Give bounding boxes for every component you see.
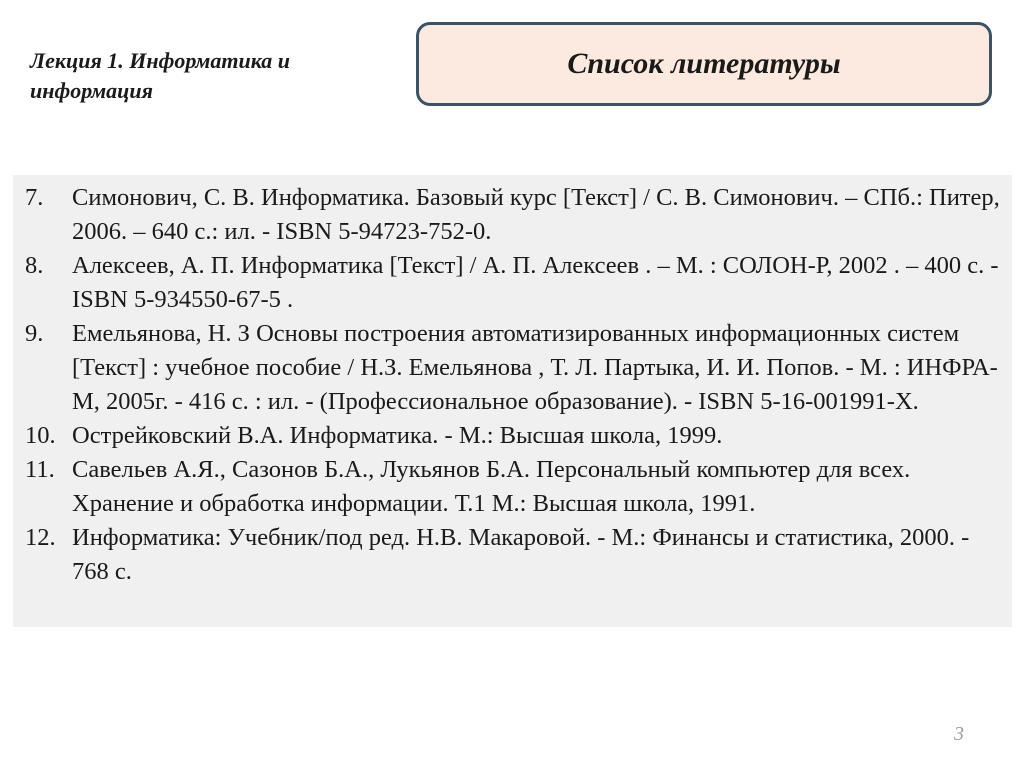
reference-text: Симонович, С. В. Информатика. Базовый курс [Текст] / С. В. Симонович. – СПб.: Питер, 2006. – 640 с.: ил. - ISBN 5-94723-752-0. <box>72 184 1000 245</box>
slide-title-box <box>416 22 992 106</box>
reference-number: 8. <box>25 252 44 279</box>
reference-text: Емельянова, Н. З Основы построения автоматизированных информационных систем [Текст] : учебное пособие / Н.З. Емельянова , Т. Л. Партыка, И. И. Попов. - М. : ИНФРА-М, 2005г. - 416 с. : ил. - (Профессиональное образование). - ISBN 5-16-001991-Х. <box>72 320 998 415</box>
references-panel <box>13 175 1012 627</box>
reference-item <box>25 521 1000 589</box>
reference-item <box>25 419 1000 453</box>
references-list <box>25 181 1000 589</box>
lecture-title: Лекция 1. Информатика и информация <box>30 48 291 103</box>
reference-number: 10. <box>25 422 56 449</box>
reference-text: Информатика: Учебник/под ред. Н.В. Макаровой. - М.: Финансы и статистика, 2000. - 768 с. <box>72 524 970 585</box>
reference-item <box>25 181 1000 249</box>
reference-number: 7. <box>25 184 44 211</box>
reference-item <box>25 453 1000 521</box>
slide-title: Список литературы <box>567 47 841 80</box>
reference-number: 11. <box>25 456 55 483</box>
page-number: 3 <box>954 723 964 745</box>
reference-item <box>25 317 1000 419</box>
reference-item <box>25 249 1000 317</box>
reference-text: Алексеев, А. П. Информатика [Текст] / А. П. Алексеев . – М. : СОЛОН-Р, 2002 . – 400 с. - ISBN 5-934550-67-5 . <box>72 252 999 313</box>
reference-text: Савельев А.Я., Сазонов Б.А., Лукьянов Б.А. Персональный компьютер для всех. Хранение и обработка информации. Т.1 М.: Высшая школа, 1991. <box>72 456 911 517</box>
reference-number: 9. <box>25 320 44 347</box>
reference-number: 12. <box>25 524 56 551</box>
reference-text: Острейковский В.А. Информатика. - М.: Высшая школа, 1999. <box>72 422 723 449</box>
